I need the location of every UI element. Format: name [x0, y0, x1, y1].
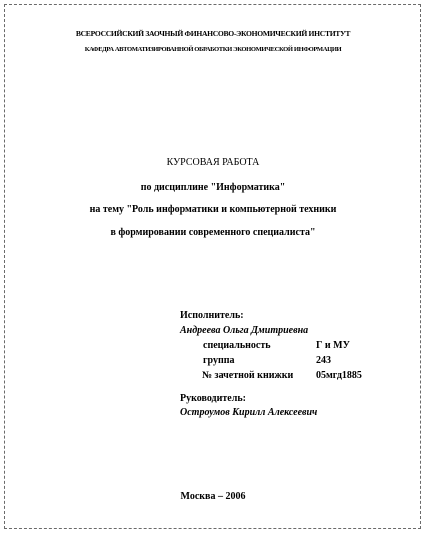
- work-type-heading: КУРСОВАЯ РАБОТА: [166, 157, 260, 168]
- discipline-line: по дисциплине "Информатика": [140, 182, 286, 193]
- department-name: КАФЕДРА АВТОМАТИЗИРОВАННОЙ ОБРАБОТКИ ЭКОНОМИЧЕСКОЙ ИНФОРМАЦИИ: [84, 46, 342, 53]
- city-year: Москва – 2006: [180, 491, 246, 502]
- topic-line-2: в формировании современного специалиста": [110, 227, 316, 238]
- topic-line-1: на тему "Роль информатики и компьютерной техники: [89, 204, 337, 215]
- performer-label: Исполнитель:: [180, 310, 244, 321]
- performer-name: Андреева Ольга Дмитриевна: [180, 325, 309, 336]
- specialty-value: Г и МУ: [316, 340, 350, 351]
- page-border: [4, 4, 421, 529]
- institute-name: ВСЕРОССИЙСКИЙ ЗАОЧНЫЙ ФИНАНСОВО-ЭКОНОМИЧЕСКИЙ ИНСТИТУТ: [75, 29, 351, 38]
- specialty-label: специальность: [203, 340, 271, 351]
- group-label: группа: [203, 355, 235, 366]
- supervisor-name: Остроумов Кирилл Алексеевич: [180, 407, 318, 418]
- record-book-value: 05мгд1885: [316, 370, 362, 381]
- supervisor-label: Руководитель:: [180, 393, 246, 404]
- record-book-label: № зачетной книжки: [202, 370, 294, 381]
- group-value: 243: [316, 355, 331, 366]
